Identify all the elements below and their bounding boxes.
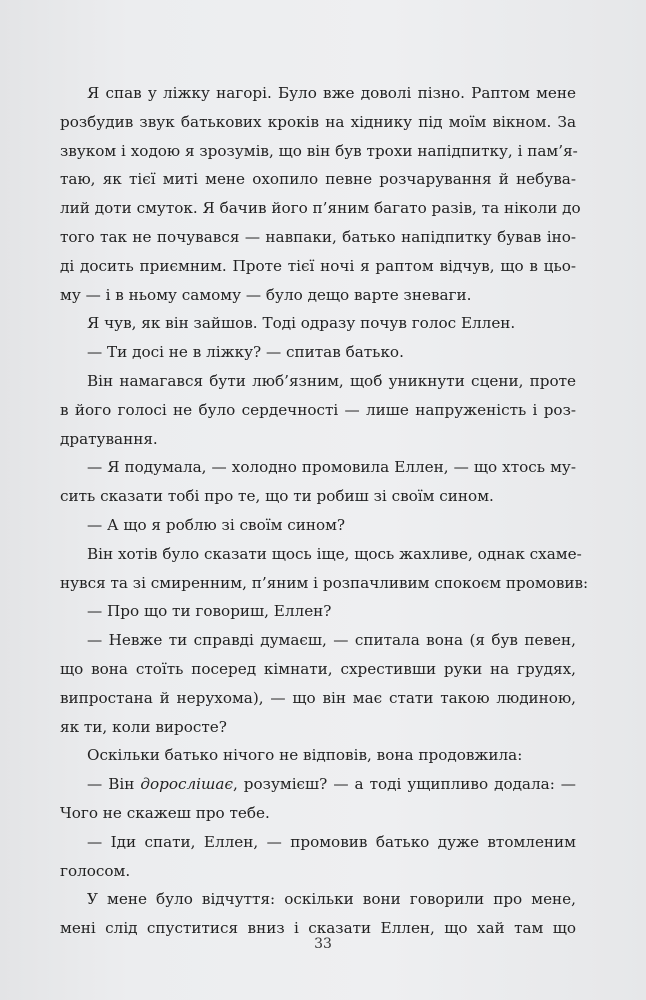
text-line: Він хотів було сказати щось іще, щось жахливе, однак схаме- [87, 544, 582, 563]
text-line: — Невже ти справді думаєш, — спитала вона (я був певен, [87, 631, 576, 650]
text-line: — Він дорослішає, розумієш? — а тоді ущипливо додала: — [87, 775, 576, 794]
text-line: сить сказати тобі про те, що ти робиш зі своїм сином. [60, 487, 494, 506]
text-line: розбудив звук батькових кроків на хіднику під моїм вікном. За [60, 112, 576, 131]
text-line: що вона стоїть посеред кімнати, схрестивши руки на грудях, [60, 659, 576, 678]
text-line: — А що я роблю зі своїм сином? [87, 515, 346, 534]
text-line: голосом. [60, 861, 131, 880]
text-line: мені слід спуститися вниз і сказати Еллен, що хай там що [60, 919, 576, 938]
text-line: Чого не скажеш про тебе. [60, 803, 270, 822]
text-line: — Ти досі не в ліжку? — спитав батько. [87, 343, 404, 362]
text-line: ді досить приємним. Проте тієї ночі я раптом відчув, що в цьо- [60, 256, 576, 275]
text-line: му — і в ньому самому — було дещо варте зневаги. [60, 285, 472, 304]
text-line: лий доти смуток. Я бачив його п’яним багато разів, та ніколи до [60, 199, 581, 218]
text-line: Оскільки батько нічого не відповів, вона продовжила: [87, 746, 523, 765]
text-line: — Іди спати, Еллен, — промовив батько дуже втомленим [87, 832, 576, 851]
text-line: в його голосі не було сердечності — лише напруженість і роз- [60, 400, 576, 419]
text-line: Він намагався бути люб’язним, щоб уникнути сцени, проте [87, 371, 576, 390]
text-line: того так не почувався — навпаки, батько напідпитку бував іно- [60, 227, 576, 246]
text-line: дратування. [60, 429, 158, 448]
text-line: звуком і ходою я зрозумів, що він був трохи напідпитку, і пам’я- [60, 141, 578, 160]
text-line: — Про що ти говориш, Еллен? [87, 602, 332, 621]
body-text [60, 79, 589, 943]
text-line: як ти, коли виросте? [60, 717, 227, 736]
text-line: У мене було відчуття: оскільки вони говорили про мене, [87, 890, 576, 909]
text-line: Я чув, як він зайшов. Тоді одразу почув голос Еллен. [87, 314, 516, 333]
text-line: — Я подумала, — холодно промовила Еллен, — що хтось му- [87, 458, 576, 477]
page-number: 33 [314, 936, 332, 952]
text-line: випростана й нерухома), — що він має стати такою людиною, [60, 688, 576, 707]
text-line: Я спав у ліжку нагорі. Було вже доволі пізно. Раптом мене [87, 84, 576, 102]
text-line: таю, як тієї миті мене охопило певне розчарування й небува- [60, 170, 576, 189]
emphasized-word: дорослішає [140, 775, 233, 794]
text-line: нувся та зі смиренним, п’яним і розпачливим спокоєм промовив: [60, 573, 589, 592]
